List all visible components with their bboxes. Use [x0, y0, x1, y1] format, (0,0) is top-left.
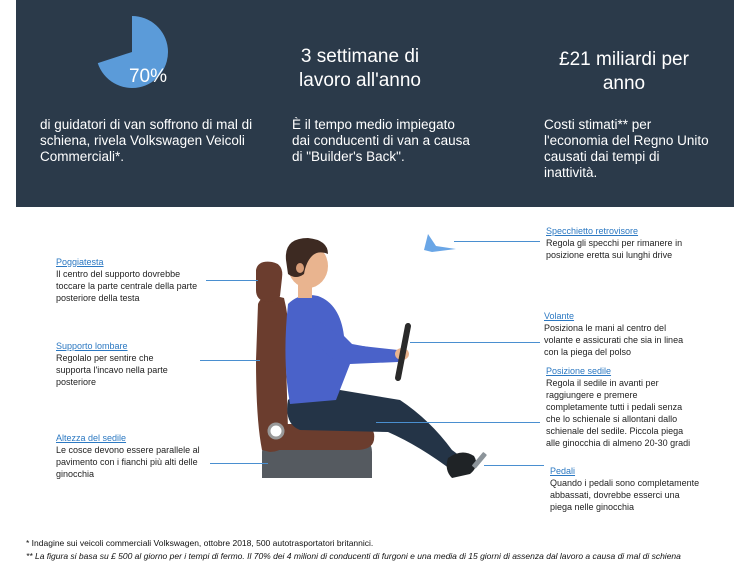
label-pedali-desc: Quando i pedali sono completamente abbassati, dovrebbe esserci una piega nelle ginocchia [550, 478, 700, 512]
label-lombare-desc: Regolalo per sentire che supporta l'incavo nella parte posteriore [56, 353, 168, 387]
leader-poggiatesta [206, 280, 258, 281]
leader-altezza [210, 463, 268, 464]
leader-volante [410, 342, 540, 343]
label-lombare [56, 340, 186, 388]
seat-knob [269, 424, 283, 438]
stats-banner [16, 0, 734, 207]
stat-3-text: Costi stimati** per l'economia del Regno Unito causati dai tempi di inattività. [544, 117, 709, 180]
pie-label: 70% [128, 66, 168, 87]
label-posizione [546, 365, 696, 449]
stat-1-text: di guidatori di van soffrono di mal di schiena, rivela Volkswagen Veicoli Commerciali*. [40, 117, 253, 164]
label-poggiatesta-title: Poggiatesta [56, 257, 104, 267]
driver-ear [296, 263, 304, 273]
label-poggiatesta-desc: Il centro del supporto dovrebbe toccare la parte centrale della parte posteriore della testa [56, 269, 198, 303]
mirror-icon [424, 234, 456, 252]
label-pedali-title: Pedali [550, 466, 576, 476]
label-specchietto [546, 225, 696, 261]
label-specchietto-desc: Regola gli specchi per rimanere in posizione eretta sui lunghi drive [546, 238, 683, 260]
leader-posizione [376, 422, 540, 423]
footnote-1: * Indagine sui veicoli commerciali Volkswagen, ottobre 2018, 500 autotrasportatori britannici. [26, 538, 374, 548]
leader-pedali [484, 465, 544, 466]
label-altezza [56, 432, 204, 480]
label-altezza-desc: Le cosce devono essere parallele al pavimento con i fianchi più alti delle ginocchia [56, 445, 200, 479]
leader-lombare [200, 360, 260, 361]
label-posizione-title: Posizione sedile [546, 366, 612, 376]
label-altezza-title: Altezza del sedile [56, 433, 127, 443]
headrest [256, 262, 282, 302]
label-volante [544, 310, 694, 358]
label-poggiatesta [56, 256, 206, 304]
label-specchietto-title: Specchietto retrovisore [546, 226, 639, 236]
stat-2-text: È il tempo medio impiegato dai conducenti di van a causa di "Builder's Back". [292, 117, 470, 164]
stat-2-heading: 3 settimane di lavoro all'anno [299, 46, 421, 91]
label-lombare-title: Supporto lombare [56, 341, 128, 351]
label-volante-desc: Posiziona le mani al centro del volante e assicurati che sia in linea con la piega del polso [544, 323, 684, 357]
driver-shoe [447, 452, 477, 478]
stat-3-heading: £21 miliardi per anno [559, 49, 689, 94]
leader-specchietto [454, 241, 540, 242]
label-pedali [550, 465, 700, 513]
label-posizione-desc: Regola il sedile in avanti per raggiungere e premere completamente tutti i pedali senza che lo schienale si allontani dallo schienale del sedile. Piccola piega alle ginocchia di almeno 20-30 gradi [546, 378, 691, 448]
label-volante-title: Volante [544, 311, 575, 321]
footnote-2: ** La figura si basa su £ 500 al giorno per i tempi di fermo. Il 70% dei 4 milioni di conducenti di furgoni e una media di 15 giorni di assenza dal lavoro a causa di mal di schiena [26, 551, 681, 561]
